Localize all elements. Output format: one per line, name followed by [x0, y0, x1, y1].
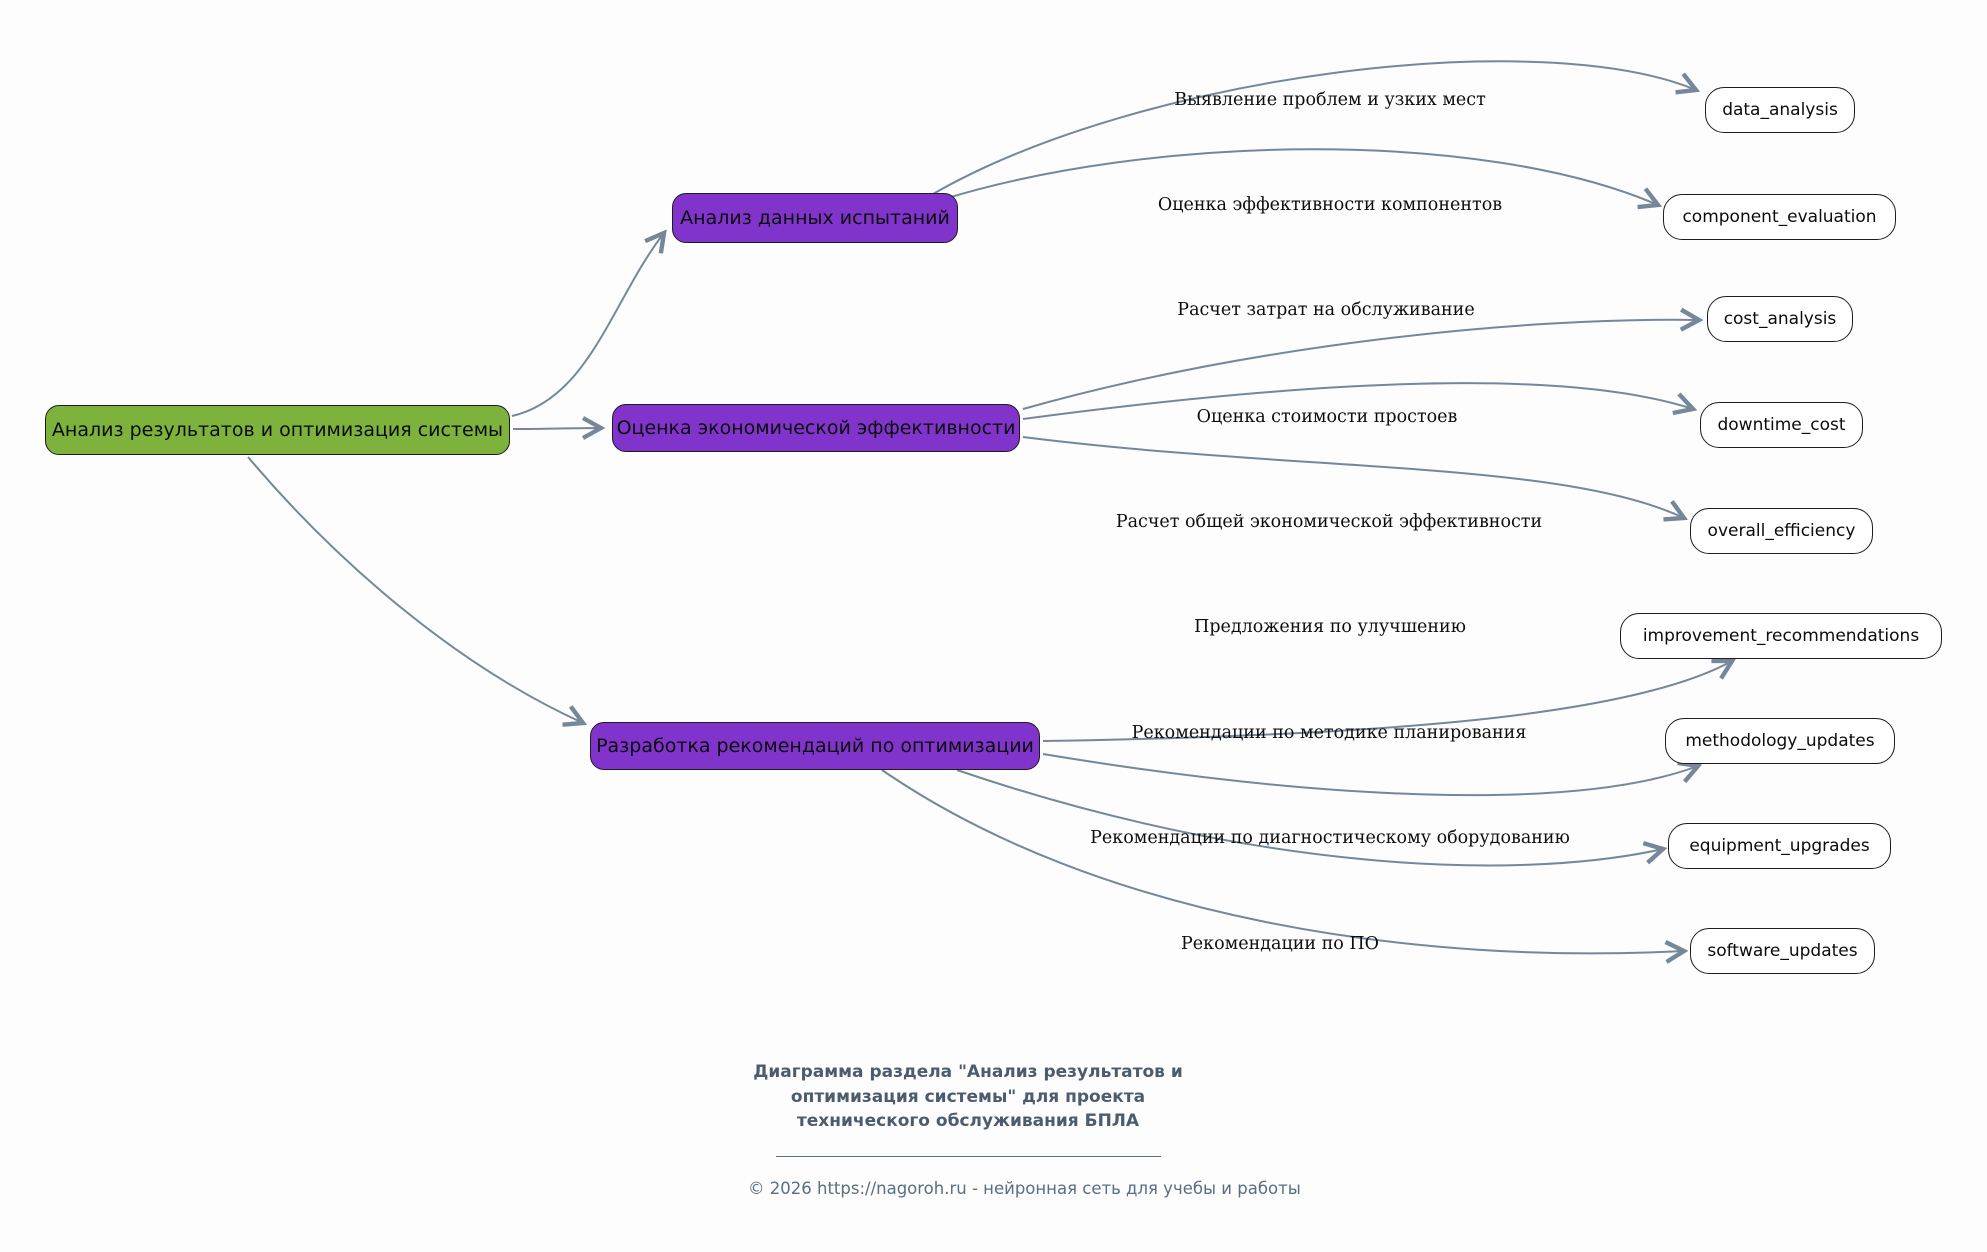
- edge-label-diagnostic-equipment: Рекомендации по диагностическому оборудованию: [1090, 828, 1570, 848]
- footer: [748, 1060, 1301, 1198]
- leaf-node-cost-analysis: cost_analysis: [1707, 296, 1853, 342]
- edge-to-methodology-updates: [1043, 754, 1698, 795]
- branch-node-optimization-recommendations: Разработка рекомендаций по оптимизации: [590, 722, 1040, 770]
- copyright-text: © 2026 https://nagoroh.ru - нейронная сеть для учебы и работы: [748, 1178, 1301, 1198]
- edge-root-to-analysis: [512, 233, 664, 416]
- leaf-node-software-updates: software_updates: [1690, 928, 1875, 974]
- branch-node-test-data-analysis: Анализ данных испытаний: [672, 193, 958, 243]
- edge-label-component-effectiveness: Оценка эффективности компонентов: [1157, 195, 1503, 215]
- root-node: Анализ результатов и оптимизация системы: [45, 405, 510, 455]
- diagram-caption: Диаграмма раздела "Анализ результатов и оптимизация системы" для проекта технического обслуживания БПЛА: [753, 1062, 1183, 1132]
- edge-label-improvement-proposals: Предложения по улучшению: [1194, 617, 1466, 637]
- leaf-node-equipment-upgrades: equipment_upgrades: [1668, 823, 1891, 869]
- edge-label-software-recommendations: Рекомендации по ПО: [1181, 934, 1379, 954]
- edge-to-cost-analysis: [1023, 320, 1699, 409]
- edge-to-software-updates: [882, 770, 1684, 953]
- edge-to-equipment-upgrades: [957, 770, 1663, 865]
- leaf-node-overall-efficiency: overall_efficiency: [1690, 508, 1873, 554]
- leaf-node-improvement-recommendations: improvement_recommendations: [1620, 613, 1942, 659]
- leaf-node-methodology-updates: methodology_updates: [1665, 718, 1895, 764]
- leaf-node-component-evaluation: component_evaluation: [1663, 194, 1896, 240]
- edge-label-downtime-cost-estimate: Оценка стоимости простоев: [1196, 407, 1458, 427]
- leaf-node-data-analysis: data_analysis: [1705, 87, 1855, 133]
- leaf-node-downtime-cost: downtime_cost: [1700, 402, 1863, 448]
- edge-label-maintenance-costs: Расчет затрат на обслуживание: [1177, 300, 1475, 320]
- branch-node-economic-evaluation: Оценка экономической эффективности: [612, 404, 1020, 452]
- edge-label-problems-bottlenecks: Выявление проблем и узких мест: [1174, 90, 1486, 110]
- footer-divider: [776, 1156, 1161, 1157]
- edge-label-planning-methodology: Рекомендации по методике планирования: [1131, 723, 1527, 743]
- edge-to-overall-efficiency: [1023, 437, 1684, 518]
- edge-label-overall-economic-efficiency: Расчет общей экономической эффективности: [1115, 512, 1543, 532]
- edge-root-to-recommendations: [248, 457, 583, 723]
- edge-root-to-economics: [513, 428, 601, 429]
